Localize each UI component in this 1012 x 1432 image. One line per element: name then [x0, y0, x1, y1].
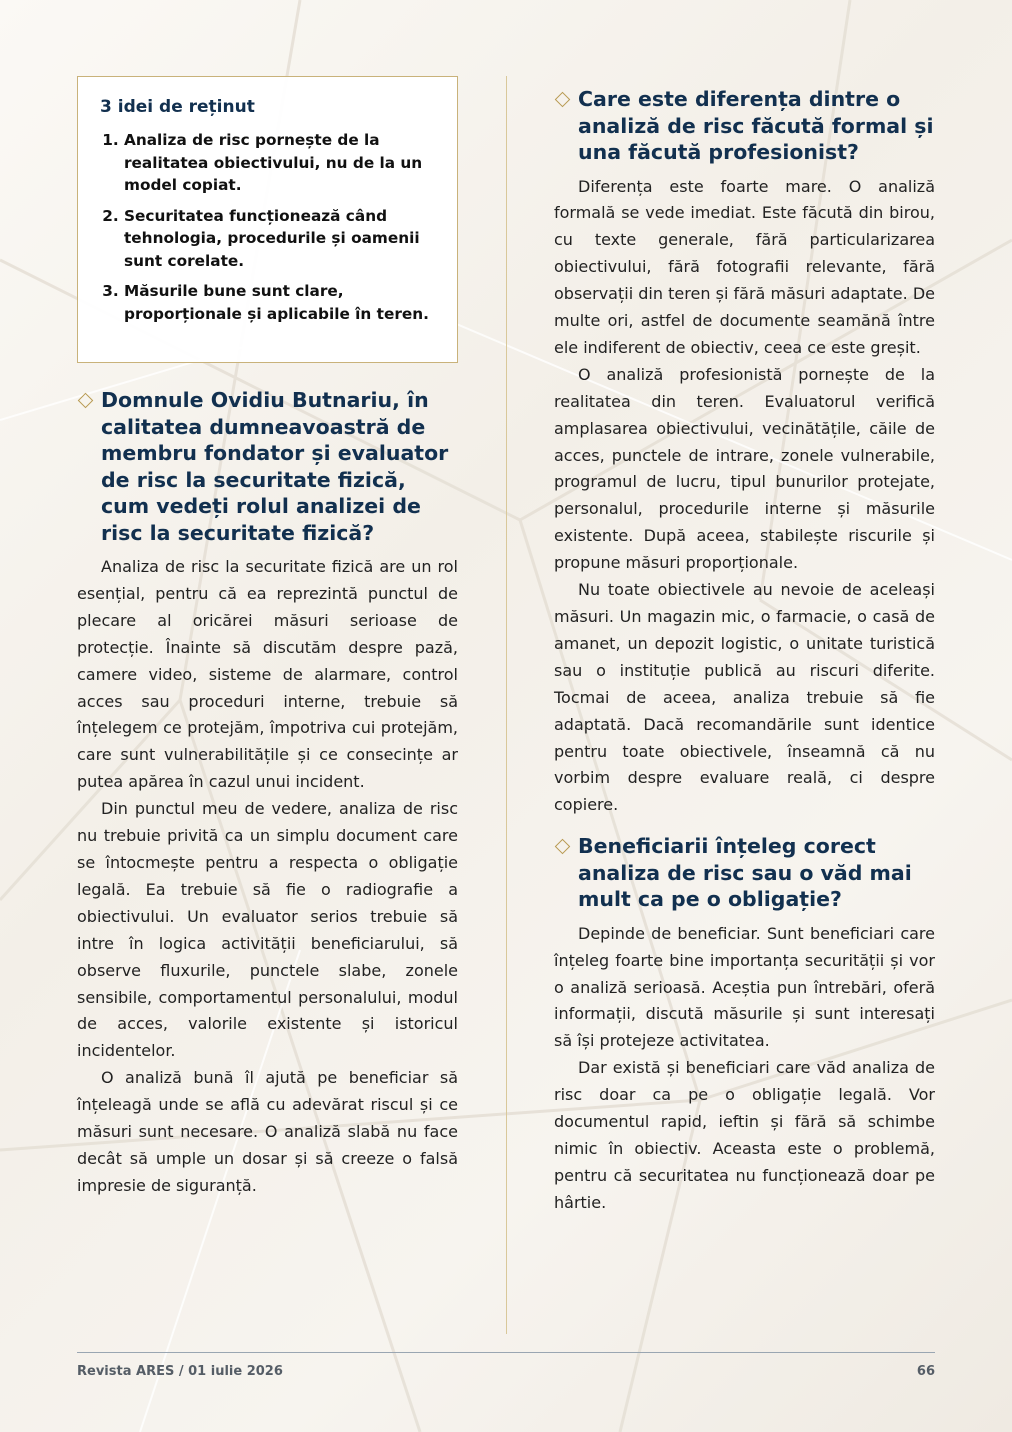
- answer-paragraph: O analiză bună îl ajută pe beneficiar să înțeleagă unde se află cu adevărat riscul și ce măsuri sunt necesare. O analiză slabă nu face decât să umple un dosar și să creeze o falsă impresie de siguranță.: [77, 1068, 458, 1195]
- answer-paragraph: Dar există și beneficiari care văd analiza de risc doar ca pe o obligație legală. Vor documentul rapid, ieftin și fără să schimbe nimic în obiectiv. Aceasta este o problemă, pentru că securitatea nu funcționează doar pe hârtie.: [554, 1058, 935, 1212]
- question-heading: Beneficiarii înțeleg corect analiza de risc sau o văd mai mult ca pe o obligație?: [578, 834, 912, 912]
- answer-text: [77, 554, 458, 1200]
- key-ideas-title: 3 idei de reținut: [100, 97, 255, 117]
- question-heading: Domnule Ovidiu Butnariu, în calitatea dumneavoastră de membru fondator și evaluator de risc la securitate fizică, cum vedeți rolul analizei de risc la securitate fizică?: [101, 388, 449, 545]
- interview-question: [554, 86, 935, 166]
- question-heading: Care este diferența dintre o analiză de risc făcută formal și una făcută profesionist?: [578, 87, 934, 164]
- right-column: [554, 86, 935, 1217]
- interview-question: [554, 833, 935, 913]
- answer-paragraph: Depinde de beneficiar. Sunt beneficiari care înțeleg foarte bine importanța securității și vor o analiză serioasă. Aceștia pun întrebări, oferă informații, discută măsurile și sunt interesați să își protejeze activitatea.: [554, 923, 935, 1051]
- interview-question: [77, 387, 458, 546]
- answer-paragraph: Din punctul meu de vedere, analiza de risc nu trebuie privită ca un simplu document care se întocmește pentru a respecta o obligație legală. Ea trebuie să fie o radiografie a obiectivului. Un evaluator serios trebuie să intre în logica activității beneficiarului, să observe fluxurile, punctele slabe, zonele sensibile, comportamentul personalului, modul de acces, valorile existente și istoricul incidentelor.: [77, 799, 458, 1061]
- left-column: [77, 76, 458, 1200]
- answer-text: [554, 174, 935, 820]
- footer-divider: [77, 1352, 935, 1353]
- answer-paragraph: Nu toate obiectivele au nevoie de aceleași măsuri. Un magazin mic, o farmacie, o casă de amanet, un depozit logistic, o unitate turistică sau o instituție publică au riscuri diferite. Tocmai de aceea, analiza trebuie să fie adaptată. Dacă recomandările sunt identice pentru toate obiectivele, înseamnă că nu vorbim despre evaluare reală, ci despre copiere.: [554, 580, 935, 815]
- key-idea-item: 1. Analiza de risc pornește de la realitatea obiectivului, nu de la un model copiat.: [124, 129, 435, 197]
- key-idea-item: 2. Securitatea funcționează când tehnologia, procedurile și oamenii sunt corelate.: [124, 205, 435, 273]
- footer-publication: Revista ARES / 01 iulie 2026: [77, 1364, 283, 1379]
- diamond-bullet-icon: [555, 839, 571, 855]
- answer-paragraph: O analiză profesionistă pornește de la realitatea din teren. Evaluatorul verifică amplasarea obiectivului, vecinătățile, căile de acces, punctele de intrare, zonele vulnerabile, programul de lucru, tipul bunurilor protejate, personalul, procedurile interne și măsurile existente. După aceea, stabilește riscurile și propune măsuri proporționale.: [554, 364, 935, 573]
- key-ideas-box: [77, 76, 458, 363]
- page-number: 66: [916, 1364, 935, 1379]
- answer-paragraph: Diferența este foarte mare. O analiză formală se vede imediat. Este făcută din birou, cu texte generale, fără particularizarea obiectivului, fără fotografii relevante, fără observații din teren și fără măsuri adaptate. De multe ori, astfel de documente seamănă între ele indiferent de obiectiv, ceea ce este greșit.: [554, 176, 935, 357]
- key-ideas-list: [100, 129, 435, 325]
- answer-text: [554, 921, 935, 1217]
- key-idea-item: 3. Măsurile bune sunt clare, proporționale și aplicabile în teren.: [124, 280, 435, 325]
- diamond-bullet-icon: [555, 92, 571, 108]
- column-divider: [506, 76, 507, 1334]
- answer-paragraph: Analiza de risc la securitate fizică are un rol esențial, pentru că ea reprezintă punctul de plecare al oricărei măsuri serioase de protecție. Înainte să discutăm despre pază, camere video, sisteme de alarmare, control acces sau proceduri interne, trebuie să înțelegem ce protejăm, împotriva cui protejăm, care sunt vulnerabilitățile și ce consecințe ar putea apărea în cazul unui incident.: [77, 557, 458, 792]
- diamond-bullet-icon: [78, 393, 94, 409]
